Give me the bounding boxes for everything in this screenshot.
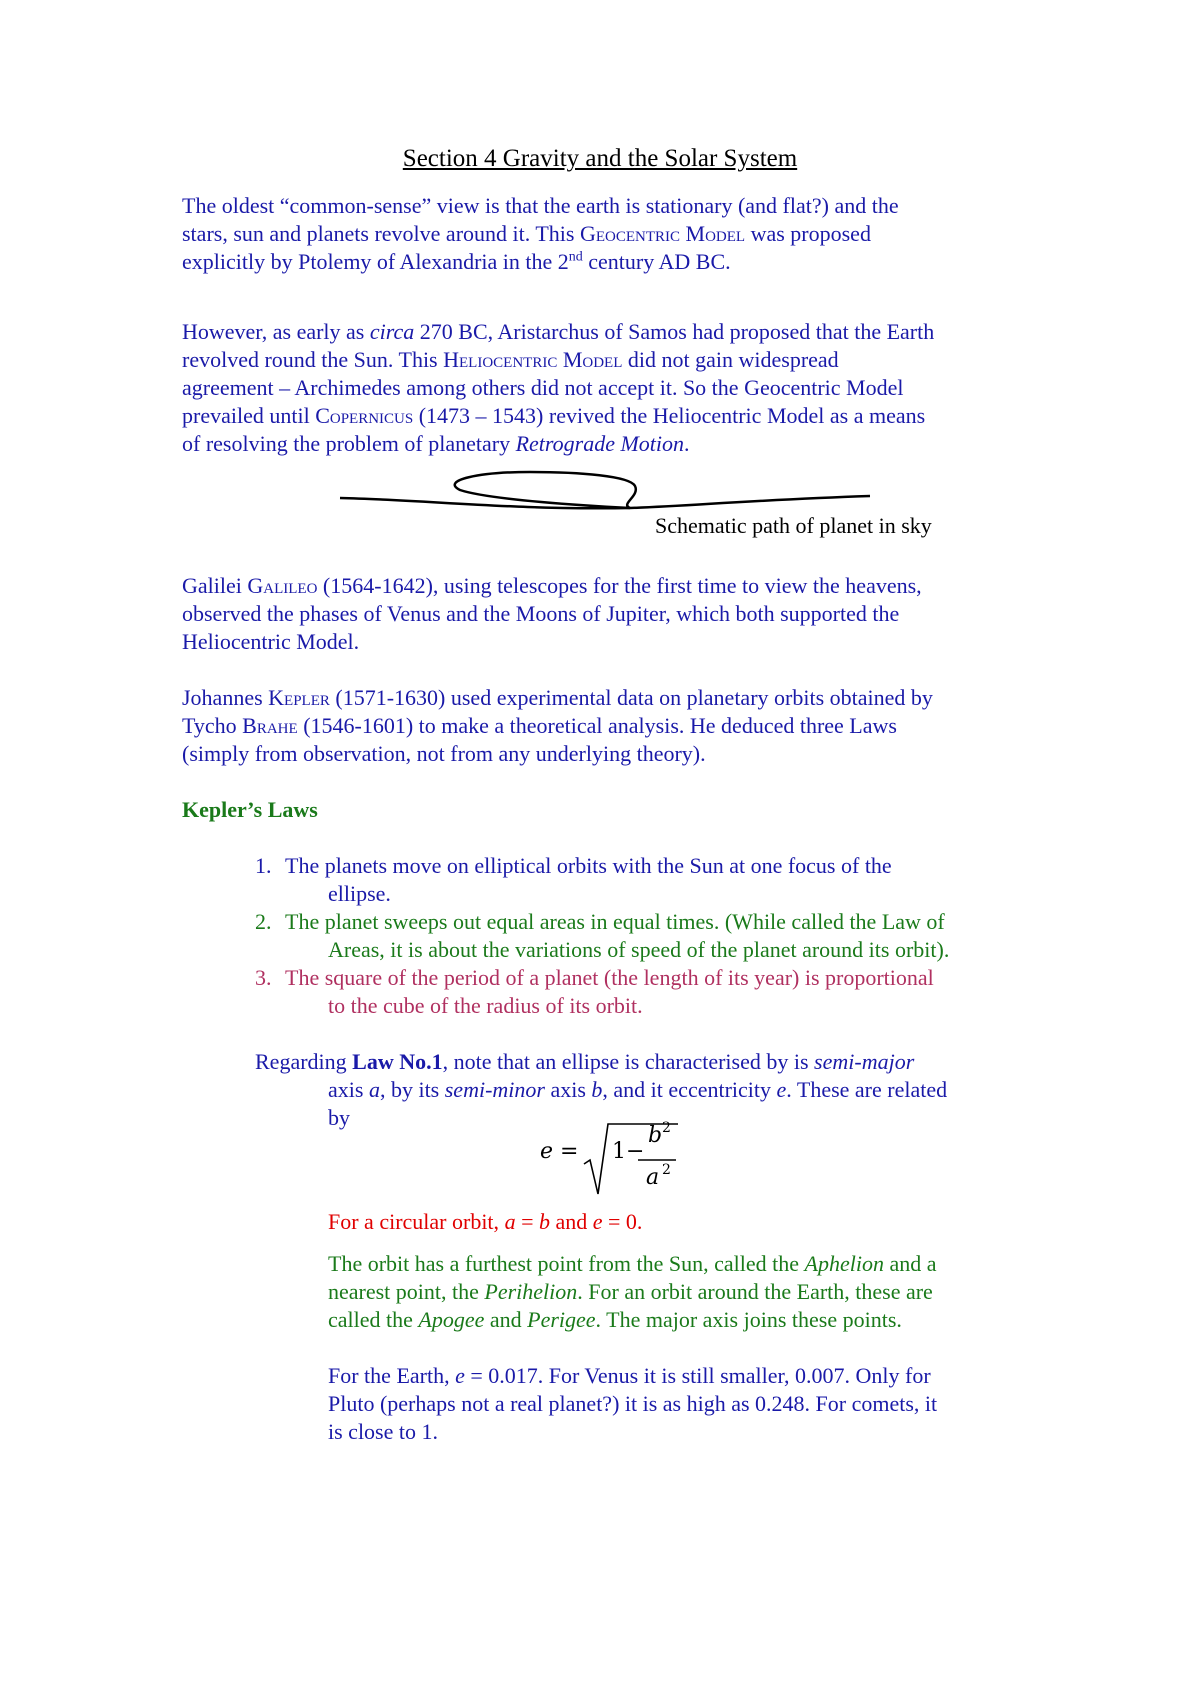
text: and (549, 1209, 593, 1234)
text: Areas, it is about the variations of speed of the planet around its orbit). (328, 937, 950, 962)
italic-var: a (504, 1209, 516, 1234)
text: For the Earth, (328, 1363, 456, 1388)
italic-var: e (455, 1363, 465, 1388)
law-1 (255, 852, 1035, 908)
text: For a circular orbit, (328, 1209, 505, 1234)
text: (simply from observation, not from any underlying theory). (182, 741, 706, 766)
italic-var: a (368, 1077, 380, 1102)
section-title: Section 4 Gravity and the Solar System (402, 145, 798, 172)
text: stars, sun and planets revolve around it. This (182, 221, 580, 246)
paragraph-galileo (182, 572, 1032, 656)
text: of resolving the problem of planetary (182, 431, 516, 456)
name-brahe: Brahe (242, 713, 298, 738)
paragraph-aphelion (328, 1250, 1038, 1334)
text: The square of the period of a planet (the length of its year) is proportional (285, 965, 934, 990)
diagram-caption: Schematic path of planet in sky (655, 513, 932, 538)
superscript: nd (568, 249, 583, 265)
text: explicitly by Ptolemy of Alexandria in the 2 (182, 249, 569, 274)
text: Regarding (255, 1049, 353, 1074)
italic-apogee: Apogee (418, 1307, 485, 1332)
paragraph-heliocentric (182, 318, 1032, 458)
text: nearest point, the (328, 1279, 485, 1304)
italic-perigee: Perigee (527, 1307, 596, 1332)
text: by (328, 1105, 350, 1130)
text: 270 BC, Aristarchus of Samos had proposed that the Earth (414, 319, 935, 344)
text: (1564-1642), using telescopes for the first time to view the heavens, (317, 573, 922, 598)
text: , note that an ellipse is characterised by is (442, 1049, 815, 1074)
text: revolved round the Sun. This (182, 347, 444, 372)
eccentricity-formula (540, 1120, 680, 1200)
formula-denominator: a (646, 1165, 660, 1190)
text: . For an orbit around the Earth, these are (577, 1279, 933, 1304)
text: axis (328, 1077, 369, 1102)
text: = 0.017. For Venus it is still smaller, 0.007. Only for (464, 1363, 931, 1388)
text: Heliocentric Model. (182, 629, 360, 654)
retrograde-loop (455, 472, 636, 508)
formula-exponent: 2 (662, 1162, 671, 1178)
formula-numerator: b (648, 1123, 663, 1148)
text: century AD BC. (582, 249, 731, 274)
italic-aphelion: Aphelion (804, 1251, 884, 1276)
text: = 0. (602, 1209, 643, 1234)
text: . The major axis joins these points. (595, 1307, 902, 1332)
text: Tycho (182, 713, 243, 738)
text: . (684, 431, 690, 456)
formula-one-minus: 1− (612, 1139, 645, 1164)
text: agreement – Archimedes among others did not accept it. So the Geocentric Model (182, 375, 904, 400)
italic-var: e (776, 1077, 787, 1102)
text: = (515, 1209, 539, 1234)
italic-var: b (591, 1077, 603, 1102)
law-number: 1. (255, 853, 272, 878)
text: Pluto (perhaps not a real planet?) it is as high as 0.248. For comets, it (328, 1391, 938, 1416)
text: was proposed (745, 221, 871, 246)
text: Galilei (182, 573, 248, 598)
text: (1571-1630) used experimental data on planetary orbits obtained by (329, 685, 933, 710)
text: Johannes (182, 685, 269, 710)
paragraph-eccentricity-values (328, 1362, 1038, 1446)
law-2 (255, 908, 1035, 964)
text: prevailed until (182, 403, 316, 428)
term-geocentric-model: Geocentric Model (579, 221, 746, 246)
text: . These are related (786, 1077, 948, 1102)
text: to the cube of the radius of its orbit. (328, 993, 643, 1018)
formula-lhs: e = (540, 1139, 579, 1164)
italic-var: b (538, 1209, 550, 1234)
formula-exponent: 2 (662, 1120, 671, 1136)
text: (1473 – 1543) revived the Heliocentric Model as a means (413, 403, 926, 428)
law-number: 3. (255, 965, 272, 990)
name-copernicus: Copernicus (315, 403, 414, 428)
keplers-laws-heading: Kepler’s Laws (182, 797, 318, 822)
name-kepler: Kepler (268, 685, 330, 710)
term-heliocentric-model: Heliocentric Model (443, 347, 623, 372)
italic-perihelion: Perihelion (484, 1279, 578, 1304)
text: The planets move on elliptical orbits with the Sun at one focus of the (285, 853, 892, 878)
text: called the (328, 1307, 419, 1332)
bold-law-no1: Law No.1 (352, 1049, 443, 1074)
text: (1546-1601) to make a theoretical analysis. He deduced three Laws (297, 713, 897, 738)
text: The orbit has a furthest point from the Sun, called the (328, 1251, 805, 1276)
text: The planet sweeps out equal areas in equal times. (While called the Law of (285, 909, 945, 934)
text: and a (883, 1251, 937, 1276)
text: did not gain widespread (622, 347, 839, 372)
circular-orbit-note (328, 1208, 642, 1236)
text: ellipse. (328, 881, 391, 906)
italic-semi-major: semi-major (814, 1049, 915, 1074)
italic-circa: circa (369, 319, 415, 344)
text: is close to 1. (328, 1419, 438, 1444)
text: observed the phases of Venus and the Moons of Jupiter, which both supported the (182, 601, 900, 626)
law-number: 2. (255, 909, 272, 934)
text: , and it eccentricity (602, 1077, 777, 1102)
paragraph-kepler (182, 684, 1032, 768)
italic-var: e (592, 1209, 603, 1234)
italic-semi-minor: semi-minor (444, 1077, 545, 1102)
text: axis (544, 1077, 592, 1102)
paragraph-geocentric (182, 192, 1032, 276)
italic-retrograde-motion: Retrograde Motion (515, 431, 685, 456)
text: and (484, 1307, 528, 1332)
law-3 (255, 964, 1035, 1020)
text: The oldest “common-sense” view is that the earth is stationary (and flat?) and the (182, 193, 899, 218)
text: , by its (379, 1077, 445, 1102)
text: However, as early as (182, 319, 370, 344)
name-galileo: Galileo (247, 573, 318, 598)
